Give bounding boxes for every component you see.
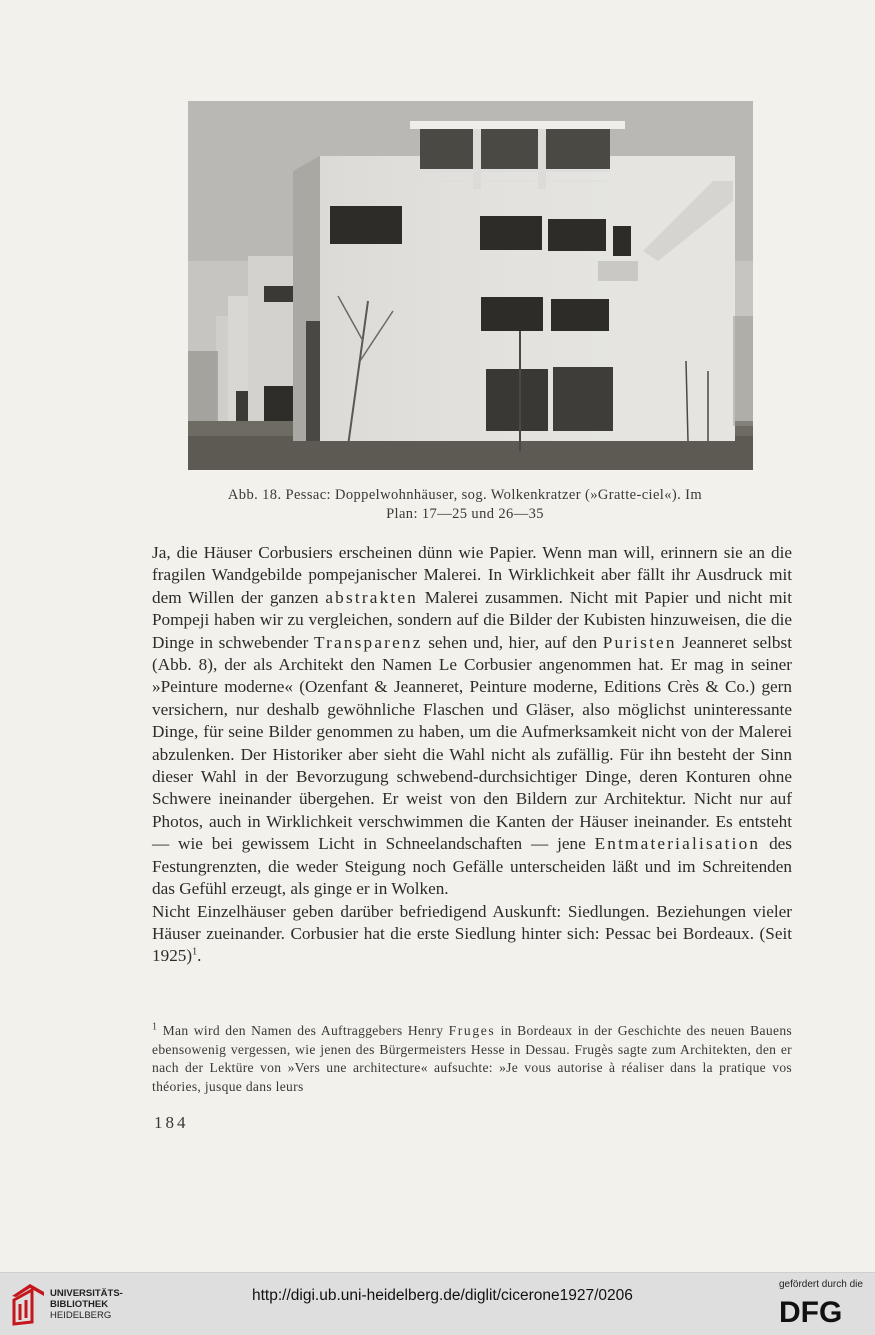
building-photo-image <box>188 101 753 470</box>
text-run: . <box>197 946 202 966</box>
text-run: Nicht Einzelhäuser geben darüber befriedigend Auskunft: Siedlungen. Beziehungen vieler Häuser zueinander. Corbusier hat die erste Siedlung hinter sich: Pessac bei Bordeaux. (Seit 1925) <box>152 901 792 966</box>
footnote-marker: 1 <box>152 1021 158 1033</box>
text-run: Malerei zusammen. Nicht mit Papier und nicht mit Pompeji haben wir zu vergleichen, sondern auf die Bilder der Kubisten hinzuweisen, die die Dinge in schwebender <box>152 587 792 652</box>
emphasized-text: Transparenz <box>314 632 423 652</box>
library-line-1: UNIVERSITÄTS- <box>50 1288 123 1299</box>
text-run: des Festungrenzten, die weder Steigung noch Gefälle unterscheiden läßt und im Schreitenden das Gefühl erzeugt, als ginge er in Wolken. <box>152 834 792 899</box>
dfg-logo-text: DFG <box>779 1296 843 1326</box>
text-run: Jeanneret selbst (Abb. 8), der als Architekt den Namen Le Corbusier angenommen hat. Er mag in seiner »Peinture moderne« (Ozenfant & Jeanneret, Peinture moderne, Editions Crès & Co.) gern versichern, nur deshalb gewöhnliche Flaschen und Gläser, also möglichst uninteressante Dinge, für seine Bilder genommen zu haben, um die Aufmerksamkeit nicht von der Malerei abzulenken. Der Historiker aber sieht die Wahl nicht als zufällig. Für ihn besteht der Sinn dieser Wahl in der Bevorzugung schwebend-durchsichtiger Dinge, deren Konturen ohne Schwere ineinander übergehen. Er weist von den Bildern zur Architektur. Nicht nur auf Photos, auch in Wirklichkeit verschwimmen die Kanten der Häuser ineinander. Es entsteht — wie bei gewissem Licht in Schneelandschaften — jene <box>152 632 792 854</box>
library-line-2: BIBLIOTHEK <box>50 1299 109 1310</box>
emphasized-text: Puristen <box>602 632 677 652</box>
figure-caption <box>150 486 780 524</box>
photograph-pessac-houses <box>188 101 753 470</box>
text-run: sehen und, hier, auf den <box>422 632 603 652</box>
footnote <box>152 1022 792 1097</box>
footnote-text: Man wird den Namen des Auftraggebers Henry <box>157 1023 449 1038</box>
university-library-logo-icon[interactable] <box>10 1282 46 1326</box>
dfg-logo-icon[interactable] <box>779 1296 863 1326</box>
footnote-text: in Bordeaux in der Geschichte des neuen Bauens ebensowenig vergessen, wie jenen des Bürgermeisters Hesse in Dessau. Frugès sagte zum Architekten, den er nach der Lektüre von »Vers une architecture« aufsuchte: »Je vous autorise à réaliser dans la pratique vos théories, jusque dans leurs <box>152 1023 792 1095</box>
emphasized-text: Entmaterialisation <box>594 834 761 854</box>
paragraph-2 <box>152 901 792 968</box>
funded-by-label: gefördert durch die <box>779 1279 863 1290</box>
body-text <box>152 542 792 968</box>
caption-line-2: Plan: 17—25 und 26—35 <box>386 506 544 522</box>
footnote-reference[interactable]: 1 <box>192 946 198 958</box>
footnote-emphasis: Fruges <box>448 1023 496 1038</box>
paragraph-1 <box>152 542 792 901</box>
permalink-url[interactable]: http://digi.ub.uni-heidelberg.de/diglit/cicerone1927/0206 <box>252 1287 633 1304</box>
library-line-3: HEIDELBERG <box>50 1310 112 1321</box>
library-name[interactable] <box>50 1288 123 1321</box>
text-run: Ja, die Häuser Corbusiers erscheinen dünn wie Papier. Wenn man will, erinnern sie an die fragilen Wandgebilde pompejanischer Malerei. In Wirklichkeit aber fällt ihr Ausdruck mit dem Willen der ganzen <box>152 543 792 607</box>
emphasized-text: abstrakten <box>325 587 418 607</box>
caption-line-1: Abb. 18. Pessac: Doppelwohnhäuser, sog. Wolkenkratzer (»Gratte-ciel«). Im <box>227 487 703 503</box>
footer-bar <box>0 1272 875 1335</box>
page-number: 184 <box>154 1113 189 1132</box>
